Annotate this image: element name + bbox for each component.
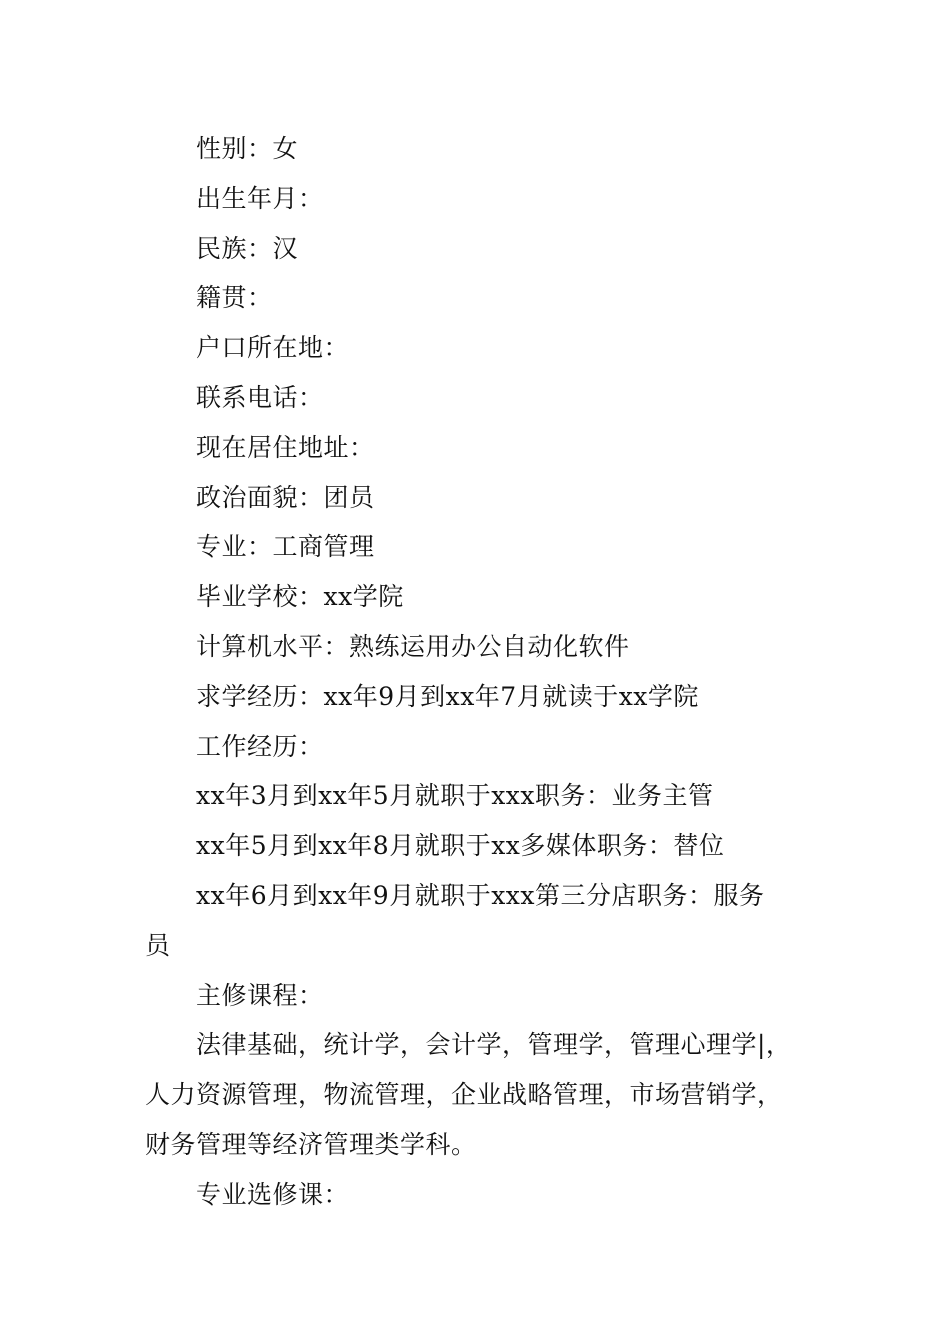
- resume-body: [145, 124, 810, 1220]
- courses-line-3: 财务管理等经济管理类学科。: [145, 1129, 477, 1159]
- gender-line: 性别：女: [196, 134, 299, 163]
- birth-date-line: 出生年月：: [196, 183, 324, 213]
- political-status-line: 政治面貌：团员: [196, 482, 375, 512]
- phone-line: 联系电话：: [196, 382, 324, 412]
- work-history-heading: 工作经历：: [196, 731, 324, 761]
- courses-line-2: 人力资源管理，物流管理，企业战略管理，市场营销学，: [145, 1080, 783, 1110]
- current-address-line: 现在居住地址：: [196, 432, 375, 462]
- major-line: 专业：工商管理: [196, 532, 375, 562]
- work-entry-2: xx年5月到xx年8月就职于xx多媒体职务：替位: [196, 831, 725, 861]
- ethnicity-line: 民族：汉: [196, 233, 299, 263]
- work-entry-1: xx年3月到xx年5月就职于xxx职务：业务主管: [196, 781, 714, 811]
- work-entry-3-line-2: 员: [145, 930, 171, 960]
- education-history-line: 求学经历：xx年9月到xx年7月就读于xx学院: [196, 681, 699, 711]
- courses-heading: 主修课程：: [196, 980, 324, 1010]
- courses-line-1: 法律基础，统计学，会计学，管理学，管理心理学|，: [196, 1030, 792, 1060]
- household-registration-line: 户口所在地：: [196, 333, 350, 363]
- native-place-line: 籍贯：: [196, 283, 273, 313]
- electives-heading: 专业选修课：: [196, 1179, 350, 1209]
- school-line: 毕业学校：xx学院: [196, 582, 404, 612]
- computer-skills-line: 计算机水平：熟练运用办公自动化软件: [196, 631, 630, 661]
- work-entry-3-line-1: xx年6月到xx年9月就职于xxx第三分店职务：服务: [196, 880, 765, 910]
